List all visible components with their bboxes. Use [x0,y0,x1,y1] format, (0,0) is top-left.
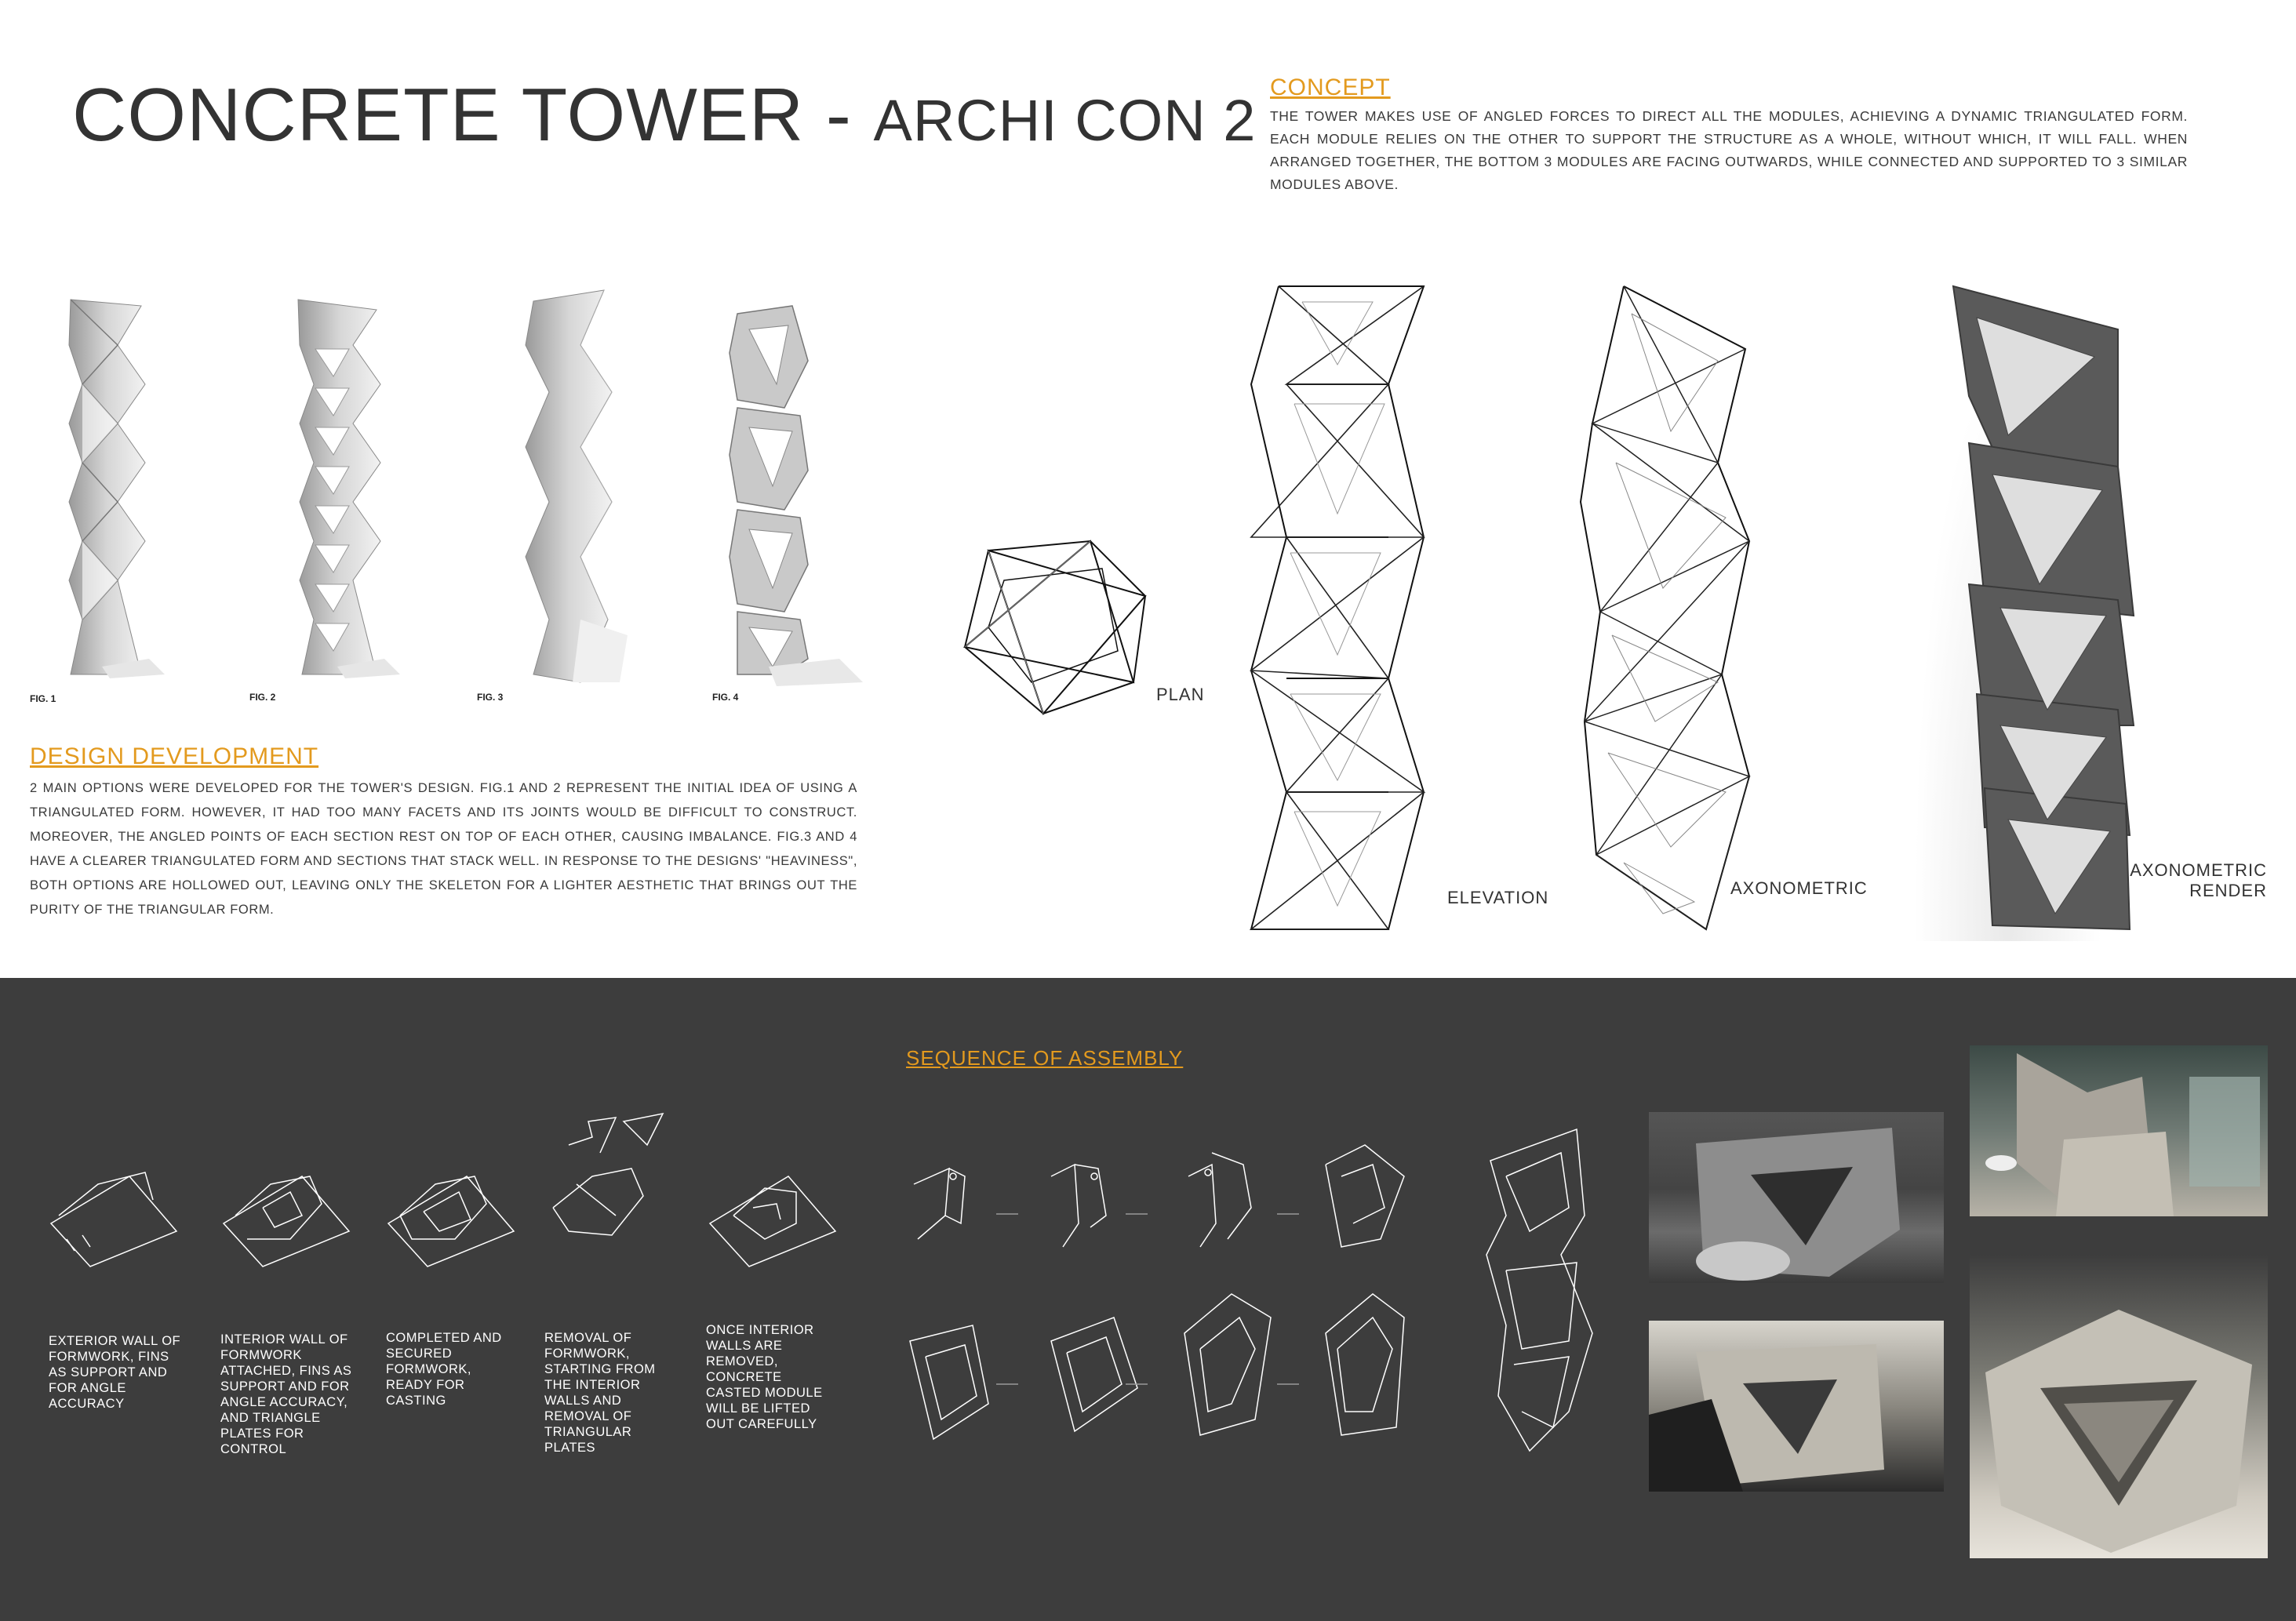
axonometric-render [1938,286,2134,929]
fig4-model [730,306,863,686]
stacking-sequence [902,1129,1608,1451]
assembly-step-3: COMPLETED AND SECURED FORMWORK, READY FOR CASTING [386,1331,502,1408]
render-label [2118,860,2267,901]
step2-sketch [224,1176,349,1267]
step4-sketch [553,1114,663,1235]
fig1-model [69,300,165,678]
stack-row1-module4 [1326,1145,1404,1247]
render-label-line1: AXONOMETRIC [2130,860,2267,880]
assembly-step-1: EXTERIOR WALL OF FORMWORK, FINS AS SUPPORT AND FOR ANGLE ACCURACY [49,1334,181,1411]
photo-module-lifted [1649,1321,1944,1492]
fig4-label: FIG. 4 [712,692,739,703]
concept-heading: CONCEPT [1270,75,1391,100]
photo-formwork-1 [1649,1112,1944,1283]
formwork-sketches [43,1129,796,1286]
plan-drawing [957,533,1161,721]
photo-module-complete [1970,1255,2268,1558]
stack-row2-module2 [1051,1318,1137,1431]
render-label-line2: RENDER [2189,881,2267,900]
fig1-label: FIG. 1 [30,693,56,704]
fig3-label: FIG. 3 [477,692,504,703]
stack-row2-module3 [1184,1294,1271,1435]
axonometric-label: AXONOMETRIC [1730,878,1868,898]
step1-sketch [51,1172,176,1267]
title-sub: ARCHI CON 2 [873,88,1257,153]
stack-assembled [1486,1129,1592,1451]
design-figures [55,290,879,698]
step3-sketch [388,1176,514,1267]
fig3-model [526,290,628,682]
plan-label: PLAN [1156,685,1205,704]
stack-row2-module1 [910,1325,988,1439]
fig2-label: FIG. 2 [249,692,276,703]
photo-formwork-2 [1970,1045,2268,1216]
elevation-label: ELEVATION [1447,888,1549,907]
assembly-step-4: REMOVAL OF FORMWORK, STARTING FROM THE INTERIOR WALLS AND REMOVAL OF TRIANGULAR PLATES [544,1331,656,1455]
assembly-heading: SEQUENCE OF ASSEMBLY [906,1046,1184,1070]
design-development-heading: DESIGN DEVELOPMENT [30,743,319,769]
fig2-model [298,300,400,678]
stack-row1-module1 [914,1169,965,1239]
assembly-step-5: ONCE INTERIOR WALLS ARE REMOVED, CONCRETE CASTED MODULE WILL BE LIFTED OUT CAREFULLY [706,1323,823,1431]
design-development-text: 2 MAIN OPTIONS WERE DEVELOPED FOR THE TOWER'S DESIGN. FIG.1 AND 2 REPRESENT THE INITIAL IDEA OF USING A TRIANGULATED FORM. HOWEVER, IT HAD TOO MANY FACETS AND ITS JOINTS WOULD BE DIFFICULT TO CONSTRUCT. MOREOVER, THE ANGLED POINTS OF EACH SECTION REST ON TOP OF EACH OTHER, CAUSING IMBALANCE. FIG.3 AND 4 HAVE A CLEARER TRIANGULATED FORM AND SECTIONS THAT STACK WELL. IN RESPONSE TO THE DESIGNS' "HEAVINESS", BOTH OPTIONS ARE HOLLOWED OUT, LEAVING ONLY THE SKELETON FOR A LIGHTER AESTHETIC THAT BRINGS OUT THE PURITY OF THE TRIANGULAR FORM. [30,781,857,917]
title-main: CONCRETE TOWER - [72,73,874,157]
assembly-step-2: INTERIOR WALL OF FORMWORK ATTACHED, FINS AS SUPPORT AND FOR ANGLE ACCURACY, AND TRIANGLE PLATES FOR CONTROL [220,1332,352,1456]
elevation-drawing [1247,278,1435,933]
concept-text: THE TOWER MAKES USE OF ANGLED FORCES TO DIRECT ALL THE MODULES, ACHIEVING A DYNAMIC TRIANGULATED FORM. EACH MODULE RELIES ON THE OTHER TO SUPPORT THE STRUCTURE AS A WHOLE, WITHOUT WHICH, IT WILL FALL. WHEN ARRANGED TOGETHER, THE BOTTOM 3 MODULES ARE FACING OUTWARDS, WHILE CONNECTED AND SUPPORTED TO 3 SIMILAR MODULES ABOVE. [1270,108,2188,192]
page-title [72,72,1256,158]
stack-row1-module3 [1188,1153,1251,1247]
axonometric-drawing [1577,282,1765,933]
stack-row2-module4 [1326,1294,1404,1435]
stack-row1-module2 [1051,1165,1106,1247]
